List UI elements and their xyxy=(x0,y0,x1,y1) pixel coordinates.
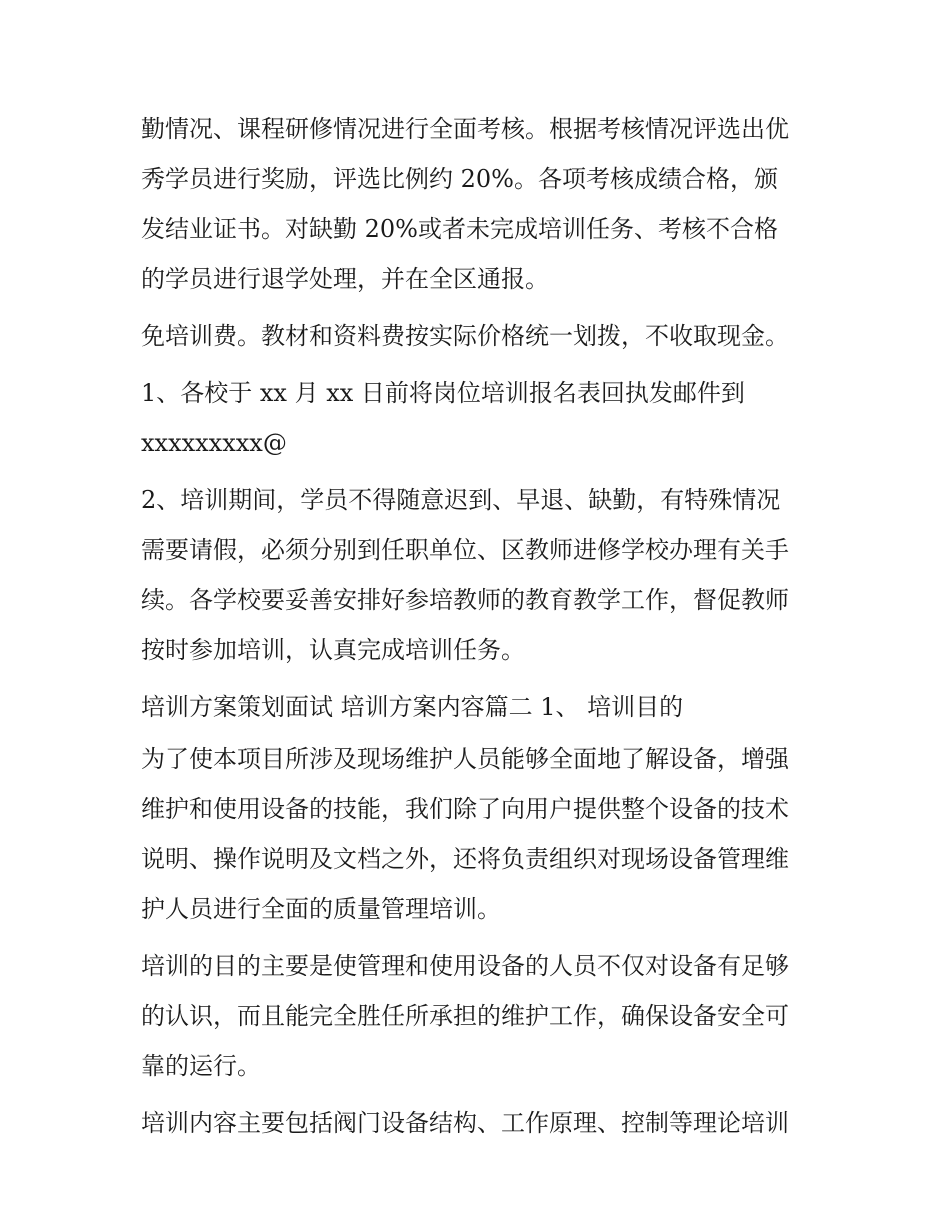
text-line: 续。各学校要妥善安排好参培教师的教育教学工作，督促教师 xyxy=(141,586,789,614)
text-line: 免培训费。教材和资料费按实际价格统一划拨，不收取现金。 xyxy=(141,322,789,350)
text-line: 2、培训期间，学员不得随意迟到、早退、缺勤，有特殊情况 xyxy=(141,486,781,514)
document-body xyxy=(141,104,821,1155)
text-line: xxxxxxxxx@ xyxy=(141,429,287,457)
paragraph-goal xyxy=(141,941,821,1091)
text-line: 说明、操作说明及文档之外，还将负责组织对现场设备管理维 xyxy=(141,845,789,873)
text-line: 靠的运行。 xyxy=(141,1052,261,1080)
text-line: 维护和使用设备的技能，我们除了向用户提供整个设备的技术 xyxy=(141,795,789,823)
text-line: 的认识，而且能完全胜任所承担的维护工作，确保设备安全可 xyxy=(141,1002,789,1030)
paragraph-purpose xyxy=(141,734,821,934)
section-heading xyxy=(141,682,821,732)
text-line: 需要请假，必须分别到任职单位、区教师进修学校办理有关手 xyxy=(141,536,789,564)
text-line: 培训内容主要包括阀门设备结构、工作原理、控制等理论培训 xyxy=(141,1109,789,1137)
paragraph-content xyxy=(141,1098,821,1148)
text-line: 的学员进行退学处理，并在全区通报。 xyxy=(141,265,549,293)
text-line: 发结业证书。对缺勤 20%或者未完成培训任务、考核不合格 xyxy=(141,215,778,243)
paragraph-fees xyxy=(141,311,821,361)
paragraph-assessment xyxy=(141,104,821,304)
text-line: 按时参加培训，认真完成培训任务。 xyxy=(141,636,525,664)
text-line: 护人员进行全面的质量管理培训。 xyxy=(141,895,501,923)
text-line: 秀学员进行奖励，评选比例约 20%。各项考核成绩合格，颁 xyxy=(141,165,778,193)
text-line: 1、各校于 xx 月 xx 日前将岗位培训报名表回执发邮件到 xyxy=(141,379,745,407)
text-line: 勤情况、课程研修情况进行全面考核。根据考核情况评选出优 xyxy=(141,115,789,143)
text-line: 培训的目的主要是使管理和使用设备的人员不仅对设备有足够 xyxy=(141,952,789,980)
paragraph-item-1 xyxy=(141,368,821,468)
text-line: 为了使本项目所涉及现场维护人员能够全面地了解设备，增强 xyxy=(141,745,789,773)
paragraph-item-2 xyxy=(141,475,821,675)
heading-line: 培训方案策划面试 培训方案内容篇二 1、 培训目的 xyxy=(141,693,684,721)
